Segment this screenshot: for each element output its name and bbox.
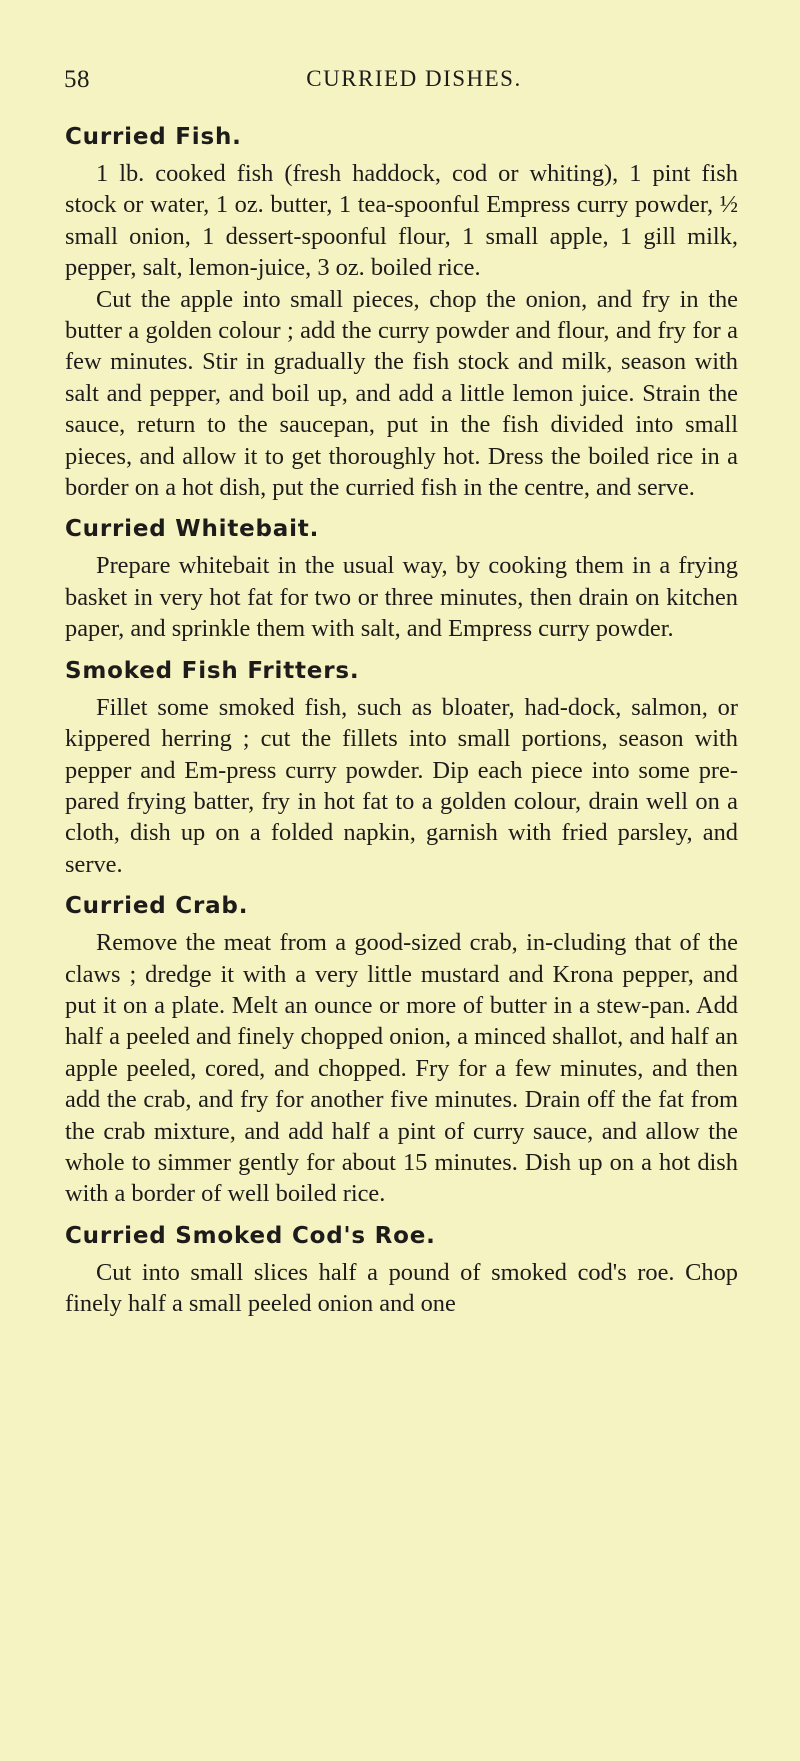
recipe-curried-whitebait [65, 514, 738, 644]
page-number: 58 [64, 66, 90, 93]
page-content [65, 122, 738, 1320]
method-paragraph: Cut the apple into small pieces, chop the onion, and fry in the butter a golden colour ; add the curry powder and flour, and fry for a few minutes. Stir in gradually the fish stock and milk, season with salt and pepper, and boil up, and add a little lemon juice. Strain the sauce, return to the saucepan, put in the fish divided into small pieces, and allow it to get thoroughly hot. Dress the boiled rice in a border on a hot dish, put the curried fish in the centre, and serve. [65, 285, 738, 502]
ingredients-paragraph: 1 lb. cooked fish (fresh haddock, cod or whiting), 1 pint fish stock or water, 1 oz. butter, 1 tea-spoonful Empress curry powder, ½ small onion, 1 dessert-spoonful flour, 1 small apple, 1 gill milk, pepper, salt, lemon-juice, 3 oz. boiled rice. [65, 160, 738, 282]
recipe-title: Curried Crab. [65, 893, 249, 920]
method-paragraph: Prepare whitebait in the usual way, by cooking them in a frying basket in very hot fat for two or three minutes, then drain on kitchen paper, and sprinkle them with salt, and Empress curry powder. [65, 552, 738, 643]
recipe-curried-smoked-cods-roe [65, 1221, 738, 1320]
recipe-title: Curried Whitebait. [65, 516, 320, 543]
recipe-title: Smoked Fish Fritters. [65, 657, 360, 684]
recipe-curried-crab [65, 891, 738, 1210]
running-title: CURRIED DISHES. [306, 66, 522, 91]
recipe-title: Curried Fish. [65, 124, 242, 150]
recipe-title: Curried Smoked Cod's Roe. [65, 1222, 436, 1249]
method-paragraph: Cut into small slices half a pound of smoked cod's roe. Chop finely half a small peeled onion and one [65, 1258, 738, 1318]
recipe-curried-fish [65, 122, 738, 503]
method-paragraph: Remove the meat from a good-sized crab, in-cluding that of the claws ; dredge it with a very little mustard and Krona pepper, and put it on a plate. Melt an ounce or more of butter in a stew-pan. Add half a peeled and finely chopped onion, a minced shallot, and half an apple peeled, cored, and chopped. Fry for a few minutes, and then add the crab, and fry for another five minutes. Drain off the fat from the crab mixture, and add half a pint of curry sauce, and allow the whole to simmer gently for about 15 minutes. Dish up on a hot dish with a border of well boiled rice. [65, 929, 738, 1208]
method-paragraph: Fillet some smoked fish, such as bloater, had-dock, salmon, or kippered herring ; cut the fillets into small portions, season with pepper and Em-press curry powder. Dip each piece into some pre-pared frying batter, fry in hot fat to a golden colour, drain well on a cloth, dish up on a folded napkin, garnish with fried parsley, and serve. [65, 693, 738, 878]
recipe-smoked-fish-fritters [65, 656, 738, 880]
running-head [64, 66, 764, 100]
